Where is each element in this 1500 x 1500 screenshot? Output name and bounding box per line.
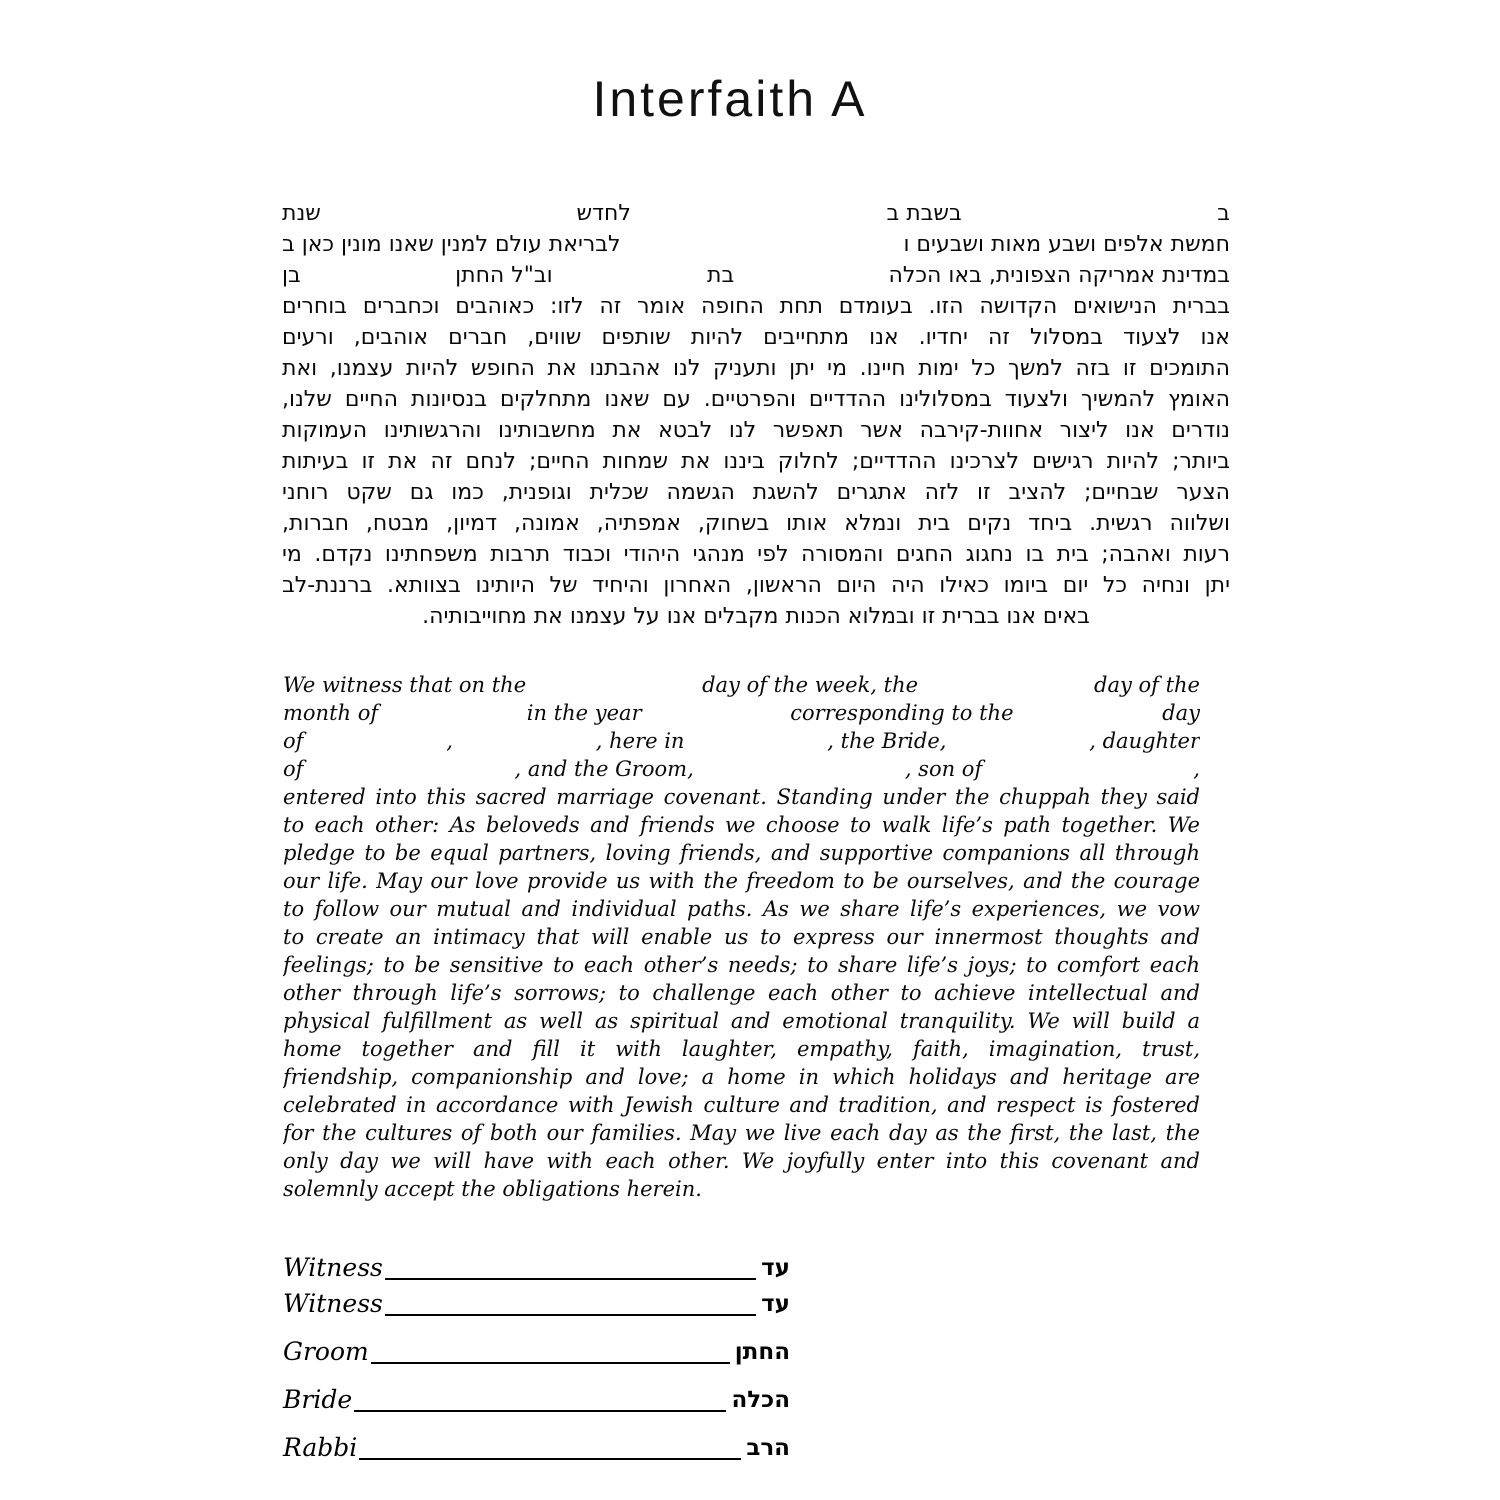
text-line: feelings; to be sensitive to each other’s needs; to share life’s joys; to comfort each: [283, 953, 1200, 977]
text-segment: בן: [282, 263, 301, 288]
signature-label-hebrew: הכלה: [731, 1387, 790, 1413]
text-line: pledge to be equal partners, loving friends, and supportive companions all through: [283, 841, 1200, 865]
signature-row: [283, 1336, 790, 1366]
text-segment: שנת: [282, 201, 321, 226]
signature-row: [283, 1288, 790, 1318]
text-line: [283, 755, 1200, 783]
signature-line[interactable]: [371, 1338, 730, 1364]
text-line: home together and fill it with laughter, empathy, faith, imagination, trust,: [283, 1037, 1200, 1061]
text-segment: of: [283, 729, 304, 753]
signature-label: Witness: [283, 1253, 383, 1282]
text-line: האומץ להמשיך ולצעוד במסלולינו ההדדיים והפרטיים. עם שאנו מתחלקים בנסיונות החיים שלנו,: [282, 387, 1230, 412]
text-segment: , daughter: [1089, 729, 1200, 753]
text-line: to each other: As beloveds and friends we choose to walk life’s path together. We: [283, 813, 1200, 837]
text-segment: in the year: [526, 701, 642, 725]
page-title: Interfaith A: [592, 71, 868, 127]
signature-label: Rabbi: [283, 1433, 358, 1462]
text-line: [283, 699, 1200, 727]
text-line: for the cultures of both our families. May we live each day as the first, the last, the: [283, 1121, 1200, 1145]
text-line: to follow our mutual and individual paths. As we share life’s experiences, we vow: [283, 897, 1200, 921]
text-segment: ,: [1193, 757, 1200, 781]
text-line: [283, 727, 1200, 755]
signature-row: [283, 1384, 790, 1414]
text-segment: ,: [446, 729, 453, 753]
text-segment: במדינת אמריקה הצפונית, באו הכלה: [888, 263, 1230, 288]
signature-line[interactable]: [385, 1254, 756, 1280]
text-line: באים אנו בברית זו ובמלוא הכנות מקבלים אנו על עצמנו את מחוייבותיה.: [422, 604, 1090, 629]
text-line: only day we will have with each other. We joyfully enter into this covenant and: [283, 1149, 1200, 1173]
text-segment: חמשת אלפים ושבע מאות ושבעים ו: [903, 232, 1230, 257]
text-segment: , son of: [904, 757, 983, 781]
text-line: הצער שבחיים; להציב זו לזה אתגרים להשגת הגשמה שכלית וגופנית, כמו גם שקט רוחני: [282, 480, 1230, 505]
text-line: ושלווה רגשית. ביחד נקים בית ונמלא אותו בשחוק, אמפתיה, אמונה, דמיון, מבטח, חברות,: [282, 511, 1230, 536]
signature-label-hebrew: החתן: [734, 1339, 790, 1365]
signature-row: [283, 1432, 790, 1462]
text-segment: day of the week, the: [702, 673, 919, 697]
text-segment: of: [283, 757, 304, 781]
signature-label: Bride: [283, 1385, 353, 1414]
text-line: to create an intimacy that will enable us to express our innermost thoughts and: [283, 925, 1200, 949]
text-line: solemnly accept the obligations herein.: [283, 1177, 702, 1201]
text-line: our life. May our love provide us with the freedom to be ourselves, and the courage: [283, 869, 1200, 893]
text-line: other through life’s sorrows; to challenge each other to achieve intellectual and: [283, 981, 1200, 1005]
text-segment: לבריאת עולם למנין שאנו מונין כאן ב: [282, 232, 621, 257]
text-segment: ב: [1217, 201, 1230, 226]
signature-label-hebrew: עד: [761, 1255, 790, 1281]
signature-line[interactable]: [385, 1290, 756, 1316]
text-line: יתן ונחיה כל יום ביומו כאילו היה היום הראשון, האחרון והיחיד של היותינו בצוותא. ברננת-לב: [282, 573, 1230, 598]
text-line: physical fulfillment as well as spiritual and emotional tranquility. We will build a: [283, 1009, 1200, 1033]
text-line: אנו לצעוד במסלול זה יחדיו. אנו מתחייבים להיות שותפים שווים, חברים אוהבים, ורעים: [282, 325, 1230, 350]
text-line: התומכים זו בזה למשך כל ימות חיינו. מי יתן ותעניק לנו אהבתנו את החופש להיות עצמנו, ואת: [282, 356, 1230, 381]
english-text-paragraph: [283, 671, 1200, 1203]
text-segment: day: [1162, 701, 1200, 725]
text-segment: day of the: [1094, 673, 1200, 697]
text-line: friendship, companionship and love; a home in which holidays and heritage are: [283, 1065, 1200, 1089]
signature-block: [283, 1252, 790, 1480]
hebrew-text-paragraph: [282, 198, 1230, 632]
text-line: ביותר; להיות רגישים לצרכינו ההדדיים; לחלוק ביננו את שמחות החיים; לנחם זה את זו בעיתות: [282, 449, 1230, 474]
text-line: celebrated in accordance with Jewish culture and tradition, and respect is fostered: [283, 1093, 1200, 1117]
text-segment: , here in: [595, 729, 685, 753]
signature-line[interactable]: [354, 1386, 726, 1412]
text-line: בברית הנישואים הקדושה הזו. בעומדם תחת החופה אומר זה לזו: כאוהבים וכחברים בוחרים: [282, 294, 1230, 319]
signature-label: Groom: [283, 1337, 369, 1366]
text-line: [282, 260, 1230, 291]
text-segment: We witness that on the: [283, 673, 527, 697]
text-line: נודרים אנו ליצור אחוות-קירבה אשר תאפשר לנו לבטא את מחשבותינו והרגשותינו העמוקות: [282, 418, 1230, 443]
signature-row: [283, 1252, 790, 1282]
text-line: [283, 671, 1200, 699]
text-line: [282, 229, 1230, 260]
signature-line[interactable]: [359, 1434, 741, 1460]
text-segment: corresponding to the: [790, 701, 1014, 725]
text-segment: , the Bride,: [827, 729, 947, 753]
text-segment: בשבת ב: [886, 201, 962, 226]
signature-label-hebrew: הרב: [746, 1435, 790, 1461]
text-line: [282, 198, 1230, 229]
text-segment: בת: [707, 263, 735, 288]
signature-label: Witness: [283, 1289, 383, 1318]
text-segment: לחדש: [576, 201, 631, 226]
text-segment: וב"ל החתן: [455, 263, 553, 288]
text-line: רעות ואהבה; בית בו נחגוג החגים והמסורה לפי מנהגי היהודי וכבוד תרבות משפחתינו נקדם. מי: [282, 542, 1230, 567]
text-line: entered into this sacred marriage covenant. Standing under the chuppah they said: [283, 785, 1200, 809]
text-segment: , and the Groom,: [514, 757, 694, 781]
signature-label-hebrew: עד: [761, 1291, 790, 1317]
text-segment: month of: [283, 701, 379, 725]
